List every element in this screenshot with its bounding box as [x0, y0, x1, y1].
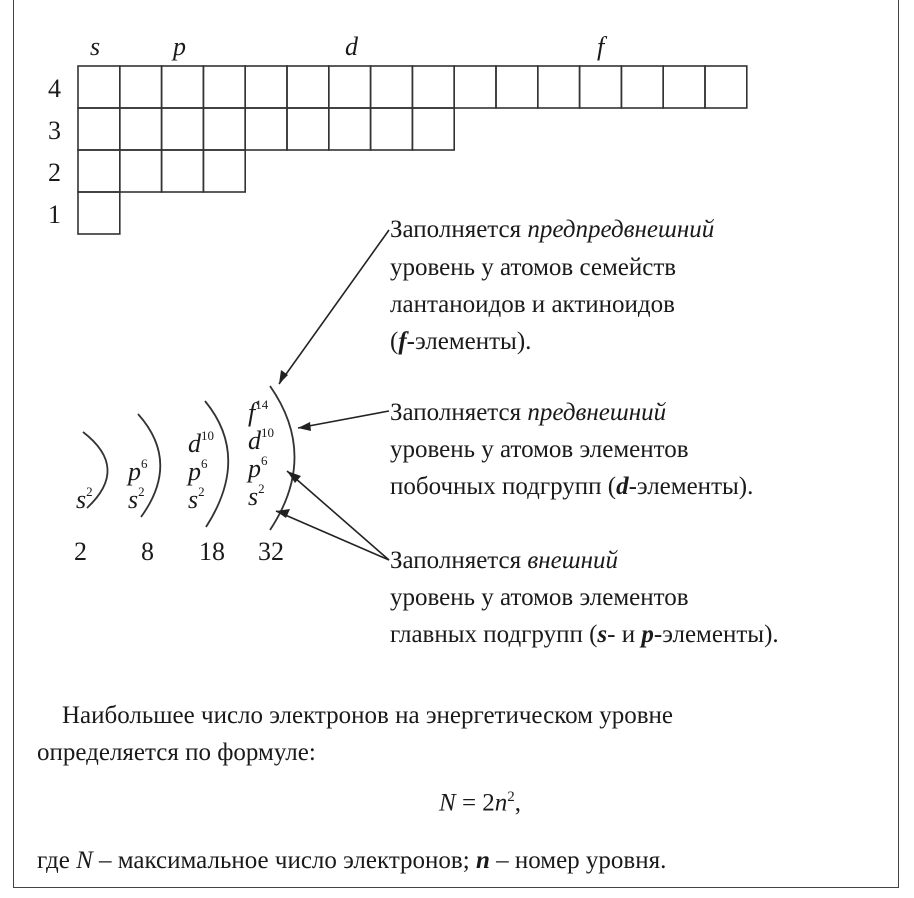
subshell-label: s — [90, 32, 101, 61]
shell-capacity: 8 — [141, 537, 154, 566]
annotation-sp-line1 — [390, 548, 618, 573]
formula-where — [37, 848, 666, 873]
shell-subshell: $f^{14}$ — [248, 397, 269, 427]
formula-comma: , — [514, 789, 522, 817]
grid-cell — [78, 150, 120, 192]
subshell-label: f — [597, 32, 605, 61]
grid-cell — [580, 66, 622, 108]
grid-cell — [120, 108, 162, 150]
annotation-sp-prefix: Заполняется — [390, 547, 528, 574]
annotation-f-rest: -элементы). — [406, 328, 532, 355]
annotation-sp-s-letter: s — [597, 621, 608, 648]
grid-cell — [412, 66, 454, 108]
shell-subshell: $d^{10}$ — [248, 425, 274, 455]
shell-capacity: 32 — [258, 537, 284, 566]
annotation-sp-line3 — [390, 622, 779, 647]
annotation-d-line3 — [390, 474, 753, 499]
grid-cell — [162, 66, 204, 108]
subshell-label: p — [173, 32, 186, 61]
arrow-p — [287, 471, 389, 560]
grid-cell — [203, 108, 245, 150]
where-n: n — [475, 847, 490, 874]
grid-cell — [162, 108, 204, 150]
grid-cell — [371, 108, 413, 150]
grid-cell — [287, 66, 329, 108]
formula-N: N — [439, 789, 456, 817]
grid-cell — [705, 66, 747, 108]
shell-arc-4 — [270, 386, 295, 530]
formula-n: n — [494, 789, 508, 817]
annotation-f-line2: уровень у атомов семейств — [390, 254, 677, 281]
annotation-sp-line2: уровень у атомов элементов — [390, 584, 689, 611]
grid-cell — [203, 66, 245, 108]
arrows — [276, 230, 389, 560]
annotation-sp-rest: -элементы). — [653, 621, 779, 648]
arrowhead-d — [298, 422, 311, 431]
formula-eq: = 2 — [455, 789, 495, 817]
grid-cell — [120, 150, 162, 192]
annotation-d-line2: уровень у атомов элементов — [390, 436, 689, 463]
annotation-d-em: предвнешний — [527, 399, 667, 426]
grid-cell — [454, 66, 496, 108]
shell-capacity: 18 — [199, 537, 225, 566]
grid-cell — [621, 66, 663, 108]
grid-cell — [78, 192, 120, 234]
grid-cell — [412, 108, 454, 150]
shell-arc-3 — [205, 401, 228, 527]
grid-cell — [162, 150, 204, 192]
annotation-d-prefix2: побочных подгрупп ( — [390, 473, 617, 500]
shell-subshell: $p^6$ — [248, 453, 268, 483]
grid-cell — [120, 66, 162, 108]
subshell-label: d — [345, 32, 358, 61]
subshell-grid — [78, 66, 747, 234]
annotation-f-line1 — [390, 217, 714, 242]
shell-subshell: $p^6$ — [188, 456, 208, 486]
formula-intro-line2: определяется по формуле: — [37, 739, 316, 766]
annotation-f-open: ( — [390, 328, 399, 355]
grid-cell — [203, 150, 245, 192]
arrow-f — [279, 230, 389, 384]
where-prefix: где — [37, 847, 77, 874]
grid-cell — [538, 66, 580, 108]
shell-capacity: 2 — [74, 537, 87, 566]
grid-cell — [329, 66, 371, 108]
grid-cell — [78, 66, 120, 108]
annotation-f-line4 — [390, 329, 531, 354]
annotation-d-letter: d — [616, 473, 629, 500]
annotation-f-letter: f — [398, 328, 407, 355]
level-label: 3 — [48, 116, 61, 145]
shell-subshell: $s^2$ — [248, 481, 265, 511]
shell-subshell: $s^2$ — [188, 484, 205, 514]
annotation-f-line3: лантаноидов и актиноидов — [390, 291, 675, 318]
annotation-sp-prefix2: главных подгрупп ( — [390, 621, 598, 648]
shell-subshell: $s^2$ — [128, 484, 145, 514]
annotation-d-rest: -элементы). — [628, 473, 754, 500]
grid-cell — [371, 66, 413, 108]
annotation-d-prefix: Заполняется — [390, 399, 528, 426]
level-label: 4 — [48, 74, 61, 103]
level-label: 2 — [48, 158, 61, 187]
arrow-d — [298, 411, 389, 428]
where-mid: – максимальное число электронов; — [92, 847, 476, 874]
where-rest: – номер уровня. — [489, 847, 667, 874]
shell-subshell: $s^2$ — [76, 484, 93, 514]
where-N: N — [76, 847, 93, 874]
grid-cell — [245, 108, 287, 150]
grid-cell — [496, 66, 538, 108]
annotation-sp-p-letter: p — [641, 621, 654, 648]
grid-cell — [245, 66, 287, 108]
annotation-sp-em: внешний — [527, 547, 618, 574]
level-label: 1 — [48, 200, 61, 229]
annotation-f-em: предпредвнешний — [527, 216, 715, 243]
grid-cell — [663, 66, 705, 108]
arrow-s — [276, 511, 389, 560]
formula — [439, 790, 521, 815]
annotation-d-line1 — [390, 400, 666, 425]
grid-cell — [329, 108, 371, 150]
formula-intro-line1: Наибольшее число электронов на энергетическом уровне — [62, 702, 673, 729]
annotation-f-prefix: Заполняется — [390, 216, 528, 243]
shell-subshell: $d^{10}$ — [188, 428, 214, 458]
grid-cell — [78, 108, 120, 150]
formula-exp: 2 — [507, 789, 515, 805]
annotation-sp-mid: - и — [607, 621, 642, 648]
grid-cell — [287, 108, 329, 150]
shell-subshell: $p^6$ — [128, 456, 148, 486]
